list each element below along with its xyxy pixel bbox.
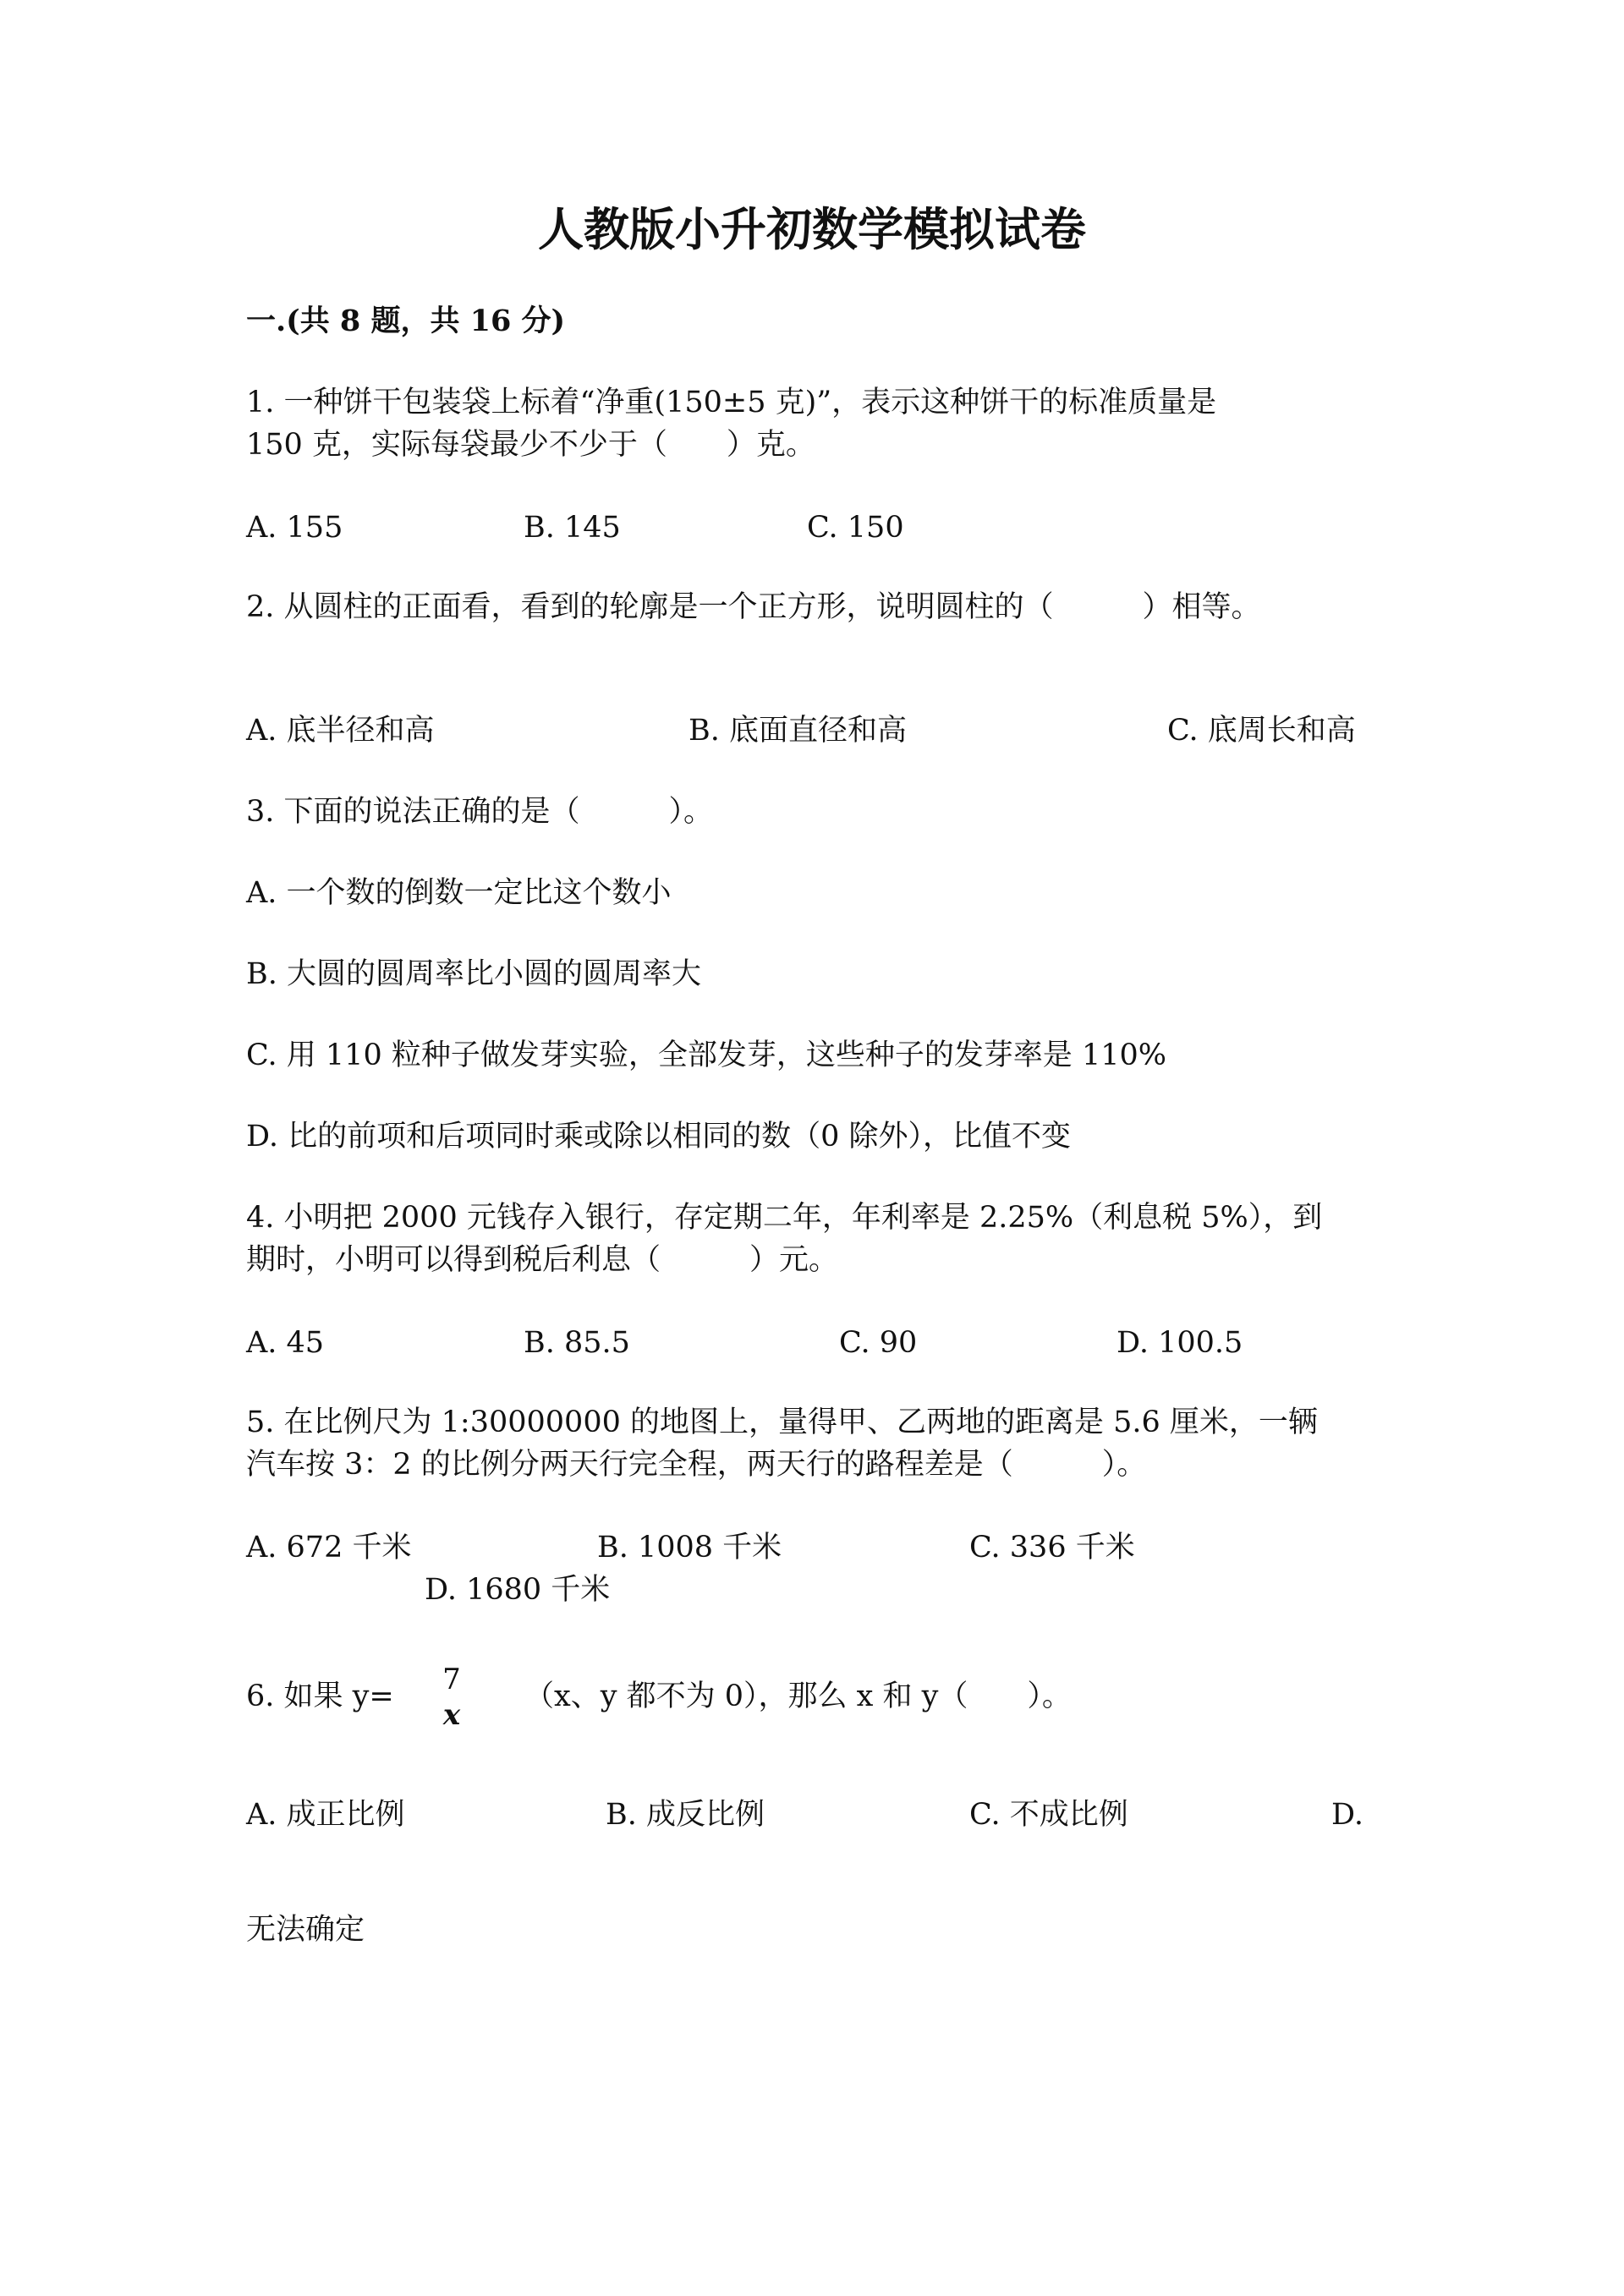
question-6-option-c: C. 不成比例 bbox=[969, 1798, 1128, 1832]
question-2-option-c: C. 底周长和高 bbox=[1167, 714, 1356, 748]
fraction-numerator: 7 bbox=[442, 1663, 461, 1696]
question-3-option-c: C. 用 110 粒种子做发芽实验，全部发芽，这些种子的发芽率是 110% bbox=[246, 1038, 1167, 1072]
question-2-option-b: B. 底面直径和高 bbox=[689, 714, 907, 748]
question-1-option-c: C. 150 bbox=[807, 511, 904, 545]
question-6-option-a: A. 成正比例 bbox=[246, 1798, 405, 1832]
fraction-denominator: x bbox=[442, 1698, 461, 1732]
question-6-option-d: D. bbox=[1331, 1798, 1363, 1832]
section-heading: 一.(共 8 题，共 16 分) bbox=[246, 304, 566, 338]
question-3-text-line-1: 3. 下面的说法正确的是（ ）。 bbox=[246, 795, 714, 829]
question-4-option-d: D. 100.5 bbox=[1116, 1326, 1243, 1360]
question-4-option-c: C. 90 bbox=[839, 1326, 918, 1360]
question-6-fraction bbox=[435, 1664, 469, 1730]
question-1-text-line-1: 1. 一种饼干包装袋上标着“净重(150±5 克)”，表示这种饼干的标准质量是 bbox=[246, 386, 1217, 419]
question-3-option-a: A. 一个数的倒数一定比这个数小 bbox=[246, 876, 672, 910]
question-6-text-suffix: （x、y 都不为 0），那么 x 和 y（ ）。 bbox=[524, 1680, 1072, 1713]
question-4-option-b: B. 85.5 bbox=[524, 1326, 630, 1360]
question-5-option-b: B. 1008 千米 bbox=[597, 1531, 782, 1564]
question-2-option-a: A. 底半径和高 bbox=[246, 714, 435, 748]
question-6-text-prefix: 6. 如果 y= bbox=[246, 1680, 394, 1713]
question-4-text-line-1: 4. 小明把 2000 元钱存入银行，存定期二年，年利率是 2.25%（利息税 5%），到 bbox=[246, 1201, 1323, 1235]
question-4-option-a: A. 45 bbox=[246, 1326, 325, 1360]
page-title: 人教版小升初数学模拟试卷 bbox=[538, 202, 1086, 256]
question-5-option-a: A. 672 千米 bbox=[246, 1531, 412, 1564]
question-2-text-line-1: 2. 从圆柱的正面看，看到的轮廓是一个正方形，说明圆柱的（ ）相等。 bbox=[246, 590, 1261, 624]
question-6-option-b: B. 成反比例 bbox=[606, 1798, 765, 1832]
question-1-text-line-2: 150 克，实际每袋最少不少于（ ）克。 bbox=[246, 428, 815, 462]
question-1-option-b: B. 145 bbox=[524, 511, 621, 545]
question-4-text-line-2: 期时，小明可以得到税后利息（ ）元。 bbox=[246, 1243, 839, 1277]
question-3-option-d: D. 比的前项和后项同时乘或除以相同的数（0 除外），比值不变 bbox=[246, 1120, 1071, 1153]
question-3-option-b: B. 大圆的圆周率比小圆的圆周率大 bbox=[246, 957, 701, 991]
question-5-text-line-2: 汽车按 3：2 的比例分两天行完全程，两天行的路程差是（ ）。 bbox=[246, 1448, 1147, 1482]
question-6-option-d-text: 无法确定 bbox=[246, 1913, 365, 1947]
question-1-option-a: A. 155 bbox=[246, 511, 343, 545]
question-5-option-d: D. 1680 千米 bbox=[425, 1573, 611, 1607]
question-5-option-c: C. 336 千米 bbox=[969, 1531, 1135, 1564]
question-5-text-line-1: 5. 在比例尺为 1:30000000 的地图上，量得甲、乙两地的距离是 5.6 厘米，一辆 bbox=[246, 1406, 1318, 1439]
